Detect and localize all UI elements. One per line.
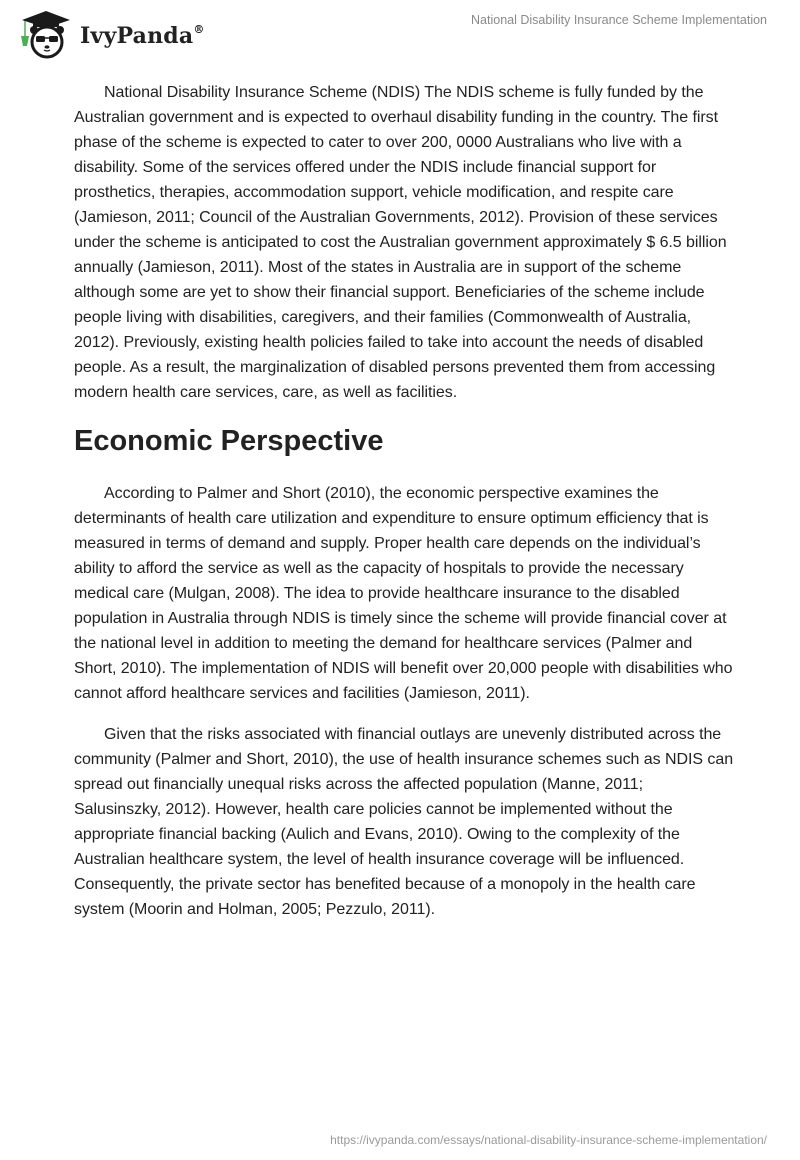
- page-header: [0, 0, 800, 62]
- body-paragraph: Given that the risks associated with financial outlays are unevenly distributed across the community (Palmer and Short, 2010), the use of health insurance schemes such as NDIS can spread out financially unequal risks across the affected population (Manne, 2011; Salusinszky, 2012). However, health care policies cannot be implemented without the appropriate financial backing (Aulich and Evans, 2010). Owing to the complexity of the Australian healthcare system, the level of health insurance coverage will be influenced. Consequently, the private sector has benefited because of a monopoly in the health care system (Moorin and Holman, 2005; Pezzulo, 2011).: [74, 726, 734, 918]
- intro-paragraph: National Disability Insurance Scheme (NDIS) The NDIS scheme is fully funded by the Australian government and is expected to overhaul disability funding in the country. The first phase of the scheme is expected to cater to over 200, 0000 Australians who live with a disability. Some of the services offered under the NDIS include financial support for prosthetics, therapies, accommodation support, vehicle modification, and respite care (Jamieson, 2011; Council of the Australian Governments, 2012). Provision of these services under the scheme is anticipated to cost the Australian government approximately $ 6.5 billion annually (Jamieson, 2011). Most of the states in Australia are in support of the scheme although some are yet to show their financial support. Beneficiaries of the scheme include people living with disabilities, caregivers, and their families (Commonwealth of Australia, 2012). Previously, existing health policies failed to take into account the needs of disabled people. As a result, the marginalization of disabled persons prevented them from accessing modern health care services, care, as well as facilities.: [74, 84, 727, 401]
- brand-logo[interactable]: [16, 8, 205, 60]
- essay-body: [74, 80, 734, 938]
- body-paragraph: According to Palmer and Short (2010), the economic perspective examines the determinants of health care utilization and expenditure to ensure optimum efficiency that is measured in terms of demand and supply. Proper health care depends on the individual’s ability to afford the service as well as the capacity of hospitals to provide the necessary medical care (Mulgan, 2008). The idea to provide healthcare insurance to the disabled population in Australia through NDIS is timely since the scheme will provide financial cover at the national level in addition to meeting the demand for healthcare services (Palmer and Short, 2010). The implementation of NDIS will benefit over 20,000 people with disabilities who cannot afford healthcare services and facilities (Jamieson, 2011).: [74, 485, 733, 702]
- section-heading: Economic Perspective: [74, 425, 384, 457]
- brand-name: IvyPanda®: [80, 22, 205, 49]
- panda-graduate-logo-icon: [16, 8, 74, 60]
- document-title: National Disability Insurance Scheme Implementation: [471, 13, 767, 27]
- source-url[interactable]: https://ivypanda.com/essays/national-disability-insurance-scheme-implementation/: [330, 1133, 767, 1147]
